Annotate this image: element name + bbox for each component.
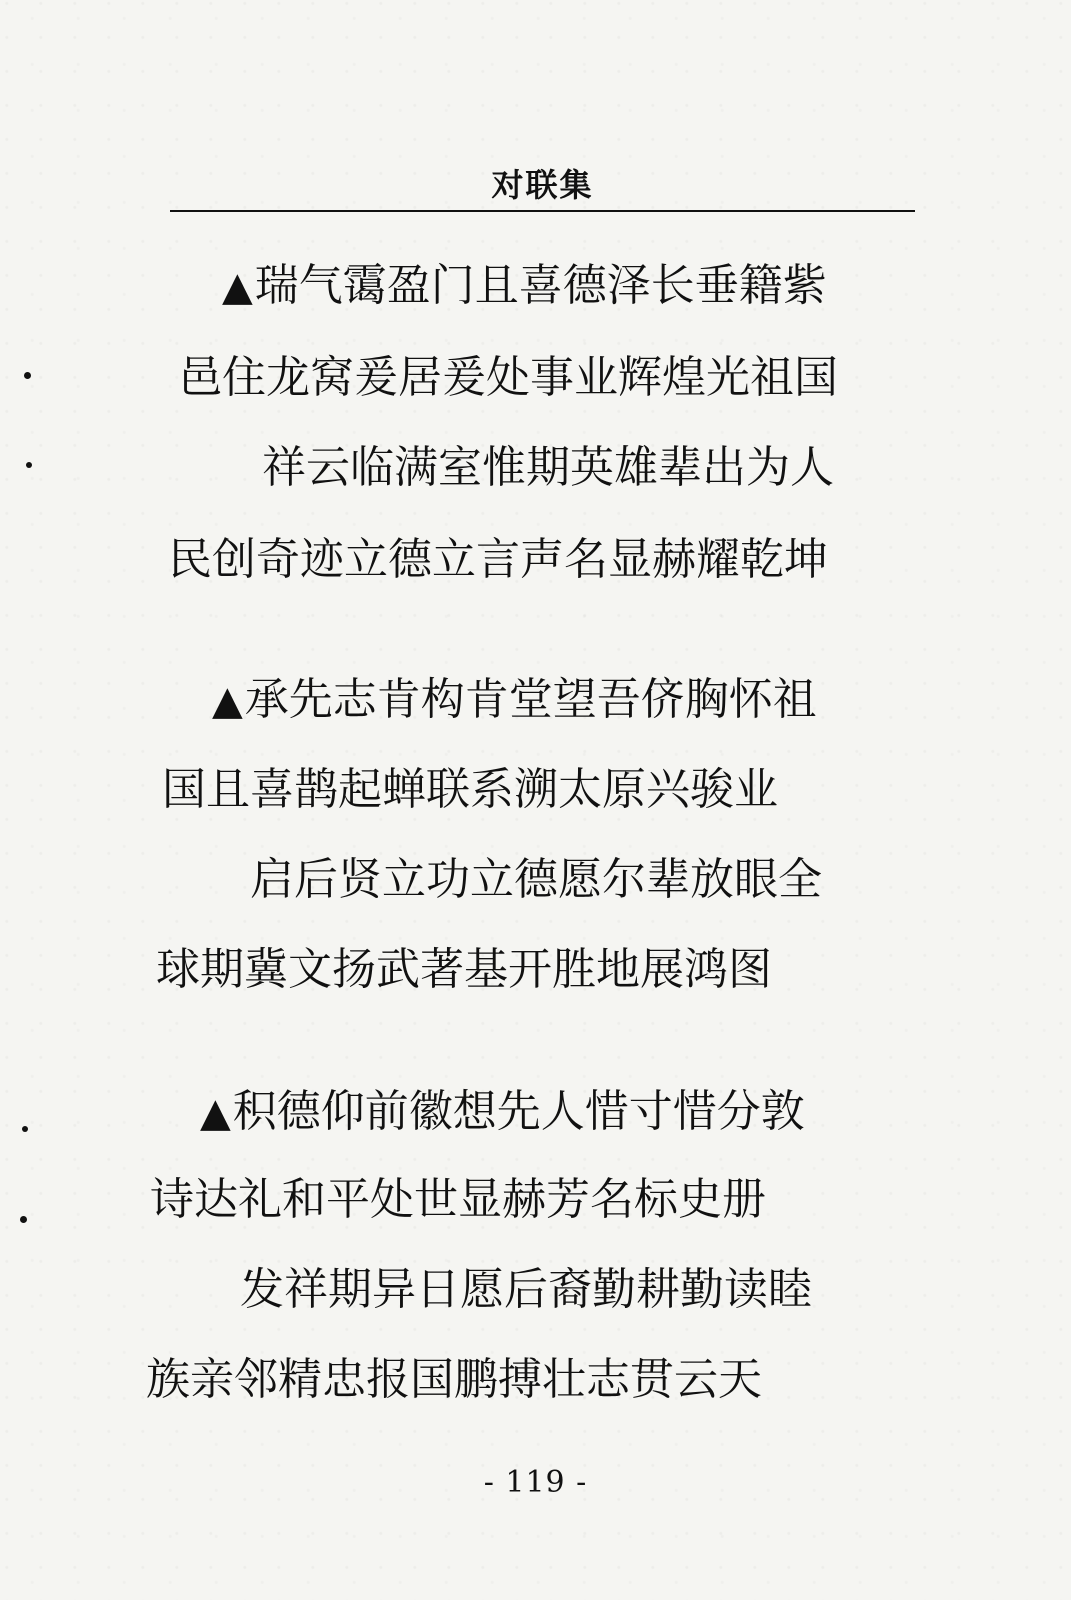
couplet-1-line-4: 民创奇迹立德立言声名显赫耀乾坤 [168, 534, 828, 585]
couplet-line-text: 承先志肯构肯堂望吾侪胸怀祖 [244, 674, 817, 725]
couplet-line-text: 瑞气霭盈门且喜德泽长垂籍紫 [254, 260, 827, 311]
couplet-1-line-1 [222, 258, 827, 315]
couplet-3-line-3: 发祥期异日愿后裔勤耕勤读睦 [240, 1264, 812, 1315]
couplet-3-line-1 [200, 1084, 805, 1141]
couplet-line-text: 积德仰前徽想先人惜寸惜分敦 [232, 1086, 805, 1137]
couplet-2-line-2: 国且喜鹊起蝉联系溯太原兴骏业 [162, 764, 778, 815]
scan-speck [20, 1216, 27, 1223]
couplet-1-line-3: 祥云临满室惟期英雄辈出为人 [262, 442, 834, 493]
couplet-1-line-2: 邑住龙窝爰居爰处事业辉煌光祖国 [178, 352, 838, 403]
couplet-3-line-4: 族亲邻精忠报国鹏搏壮志贯云天 [146, 1354, 762, 1405]
scan-speck [24, 372, 31, 379]
page-header [170, 150, 915, 220]
scan-speck [26, 462, 32, 468]
couplet-2-line-3: 启后贤立功立德愿尔辈放眼全 [250, 854, 822, 905]
couplet-2-line-4: 球期冀文扬武著基开胜地展鸿图 [156, 944, 772, 995]
triangle-marker-icon: ▲ [200, 1090, 231, 1136]
triangle-marker-icon: ▲ [212, 678, 243, 724]
couplet-2-line-1 [212, 672, 817, 729]
couplet-3-line-2: 诗达礼和平处世显赫芳名标史册 [150, 1174, 766, 1225]
triangle-marker-icon: ▲ [222, 264, 253, 310]
header-rule [170, 210, 915, 212]
book-title: 对联集 [491, 166, 594, 204]
page-number: - 119 - [483, 1465, 588, 1500]
scan-speck [22, 1126, 28, 1132]
